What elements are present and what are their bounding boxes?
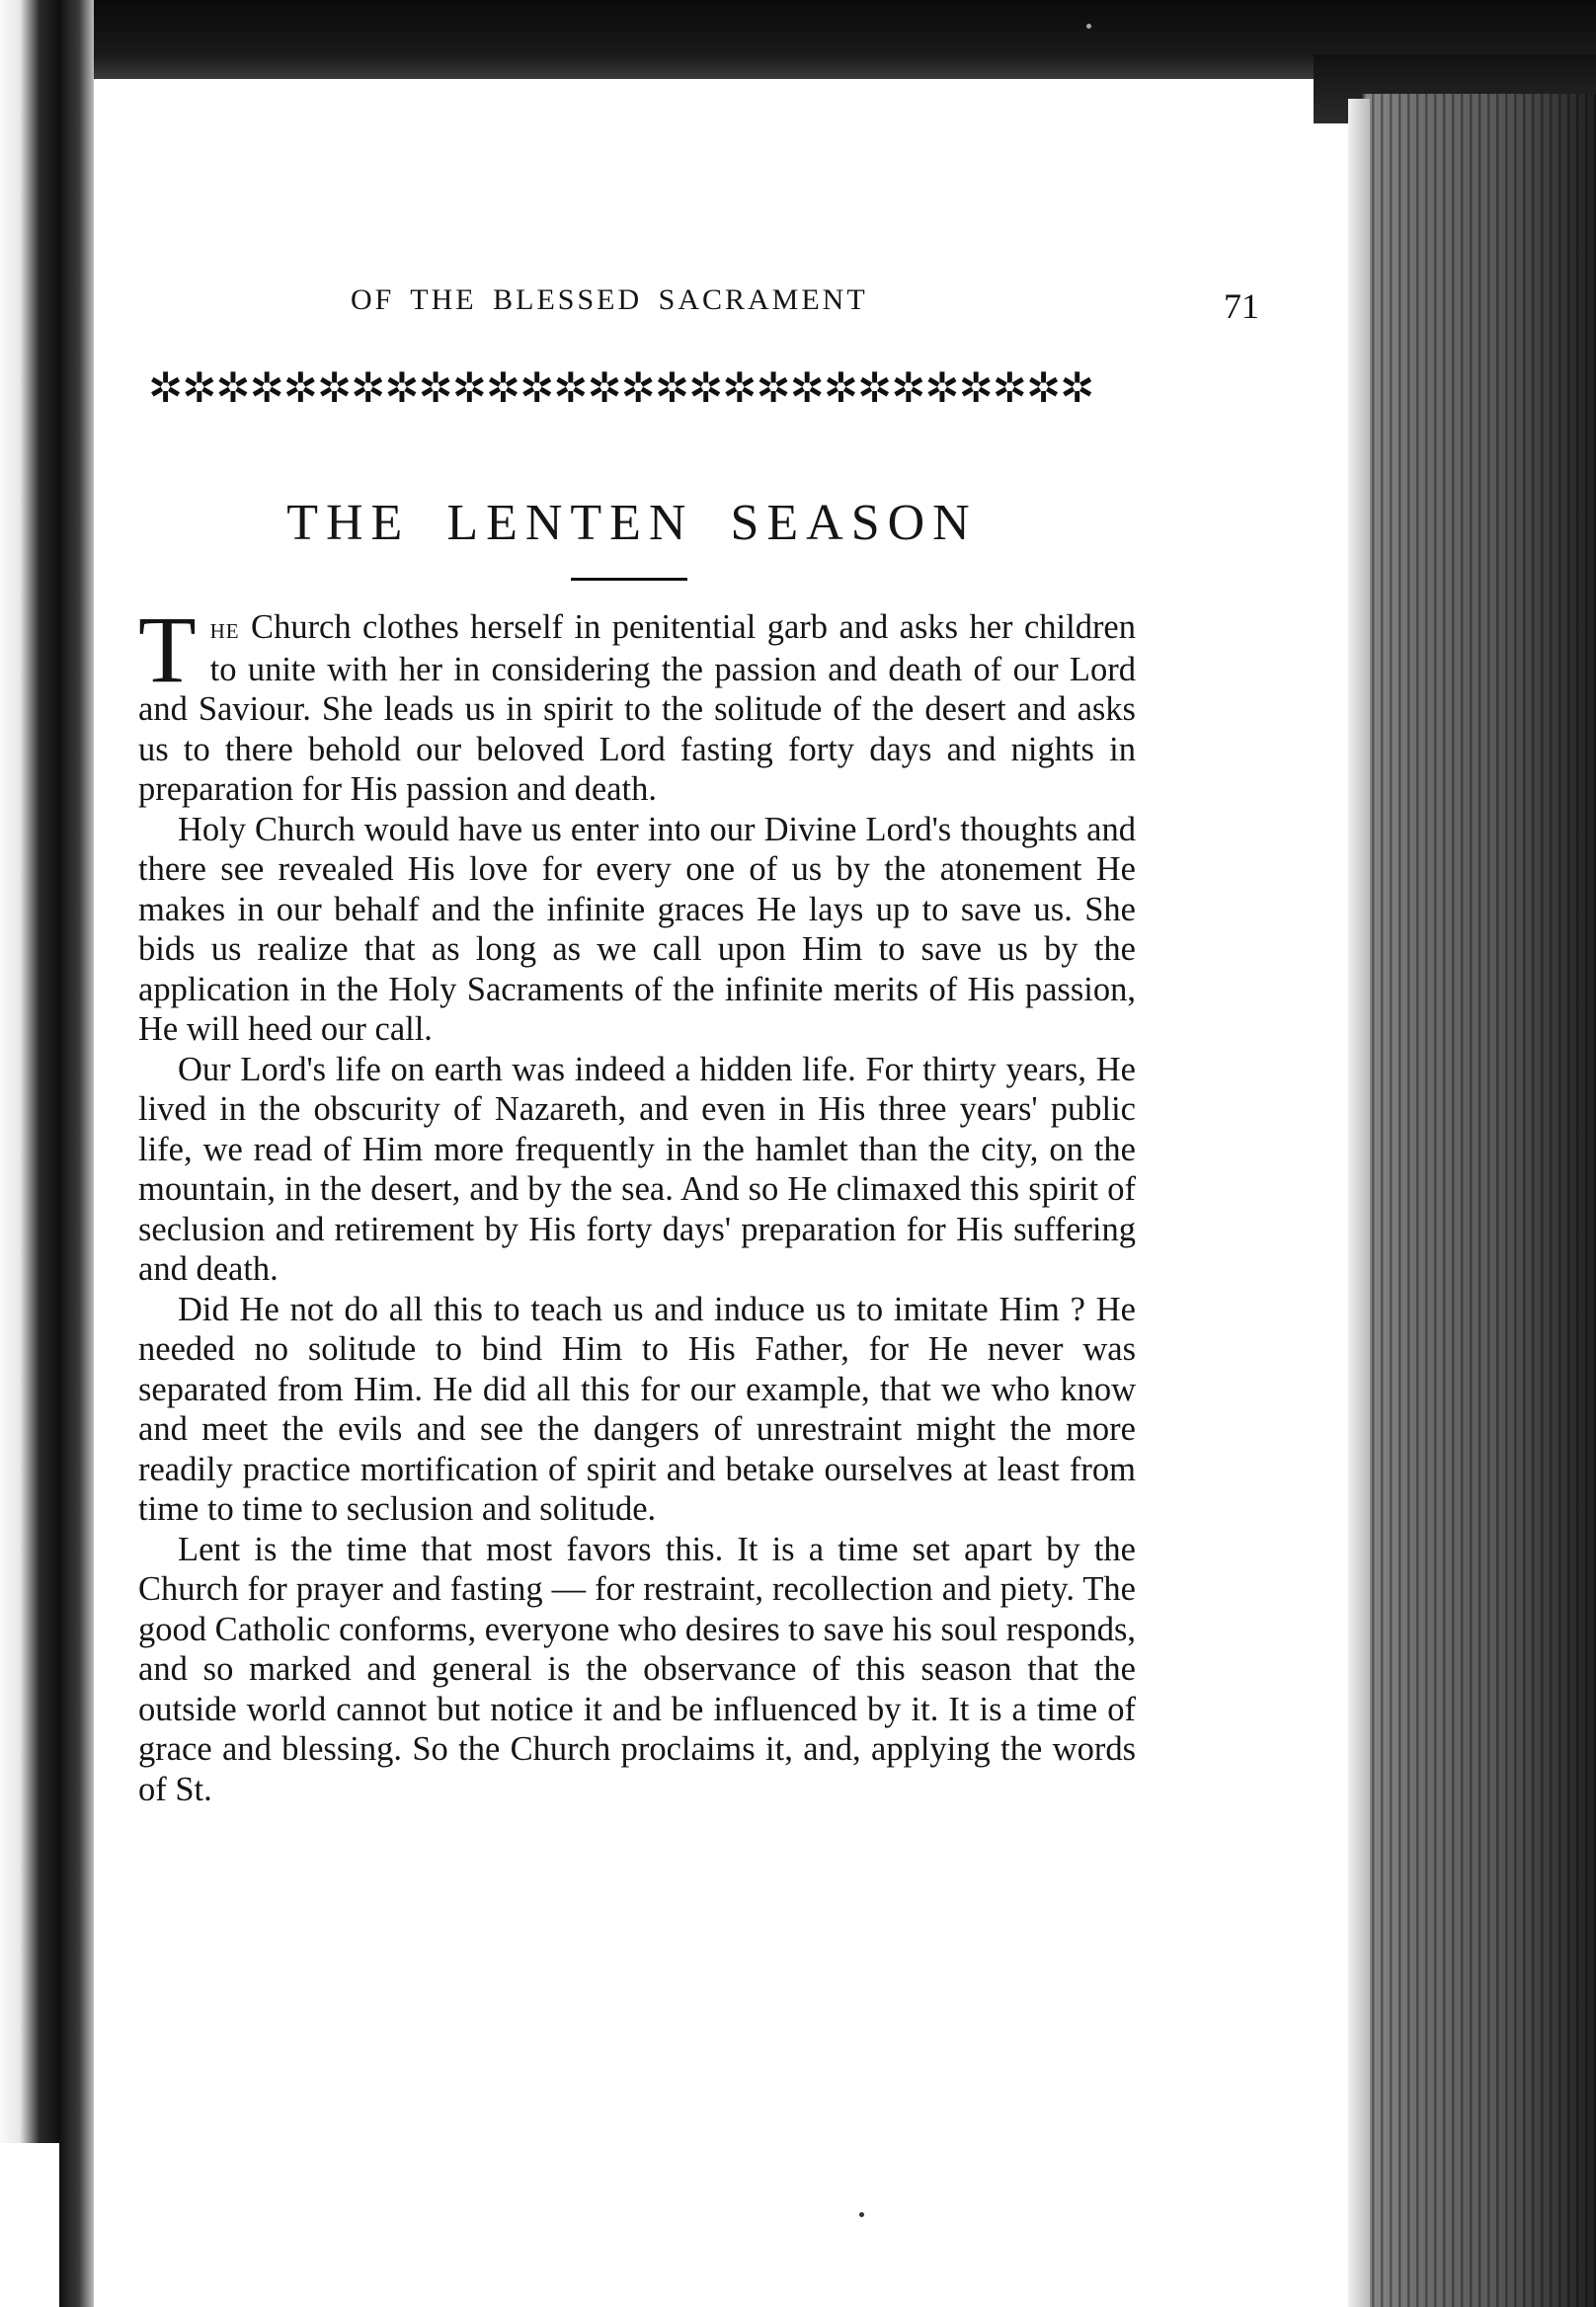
paragraph <box>138 1530 1136 1810</box>
scan-speck <box>1086 24 1091 29</box>
book-gutter <box>0 0 94 2307</box>
paragraph-text: Lent is the time that most favors this. It is a time set apart by the Church for prayer and fasting — for restraint, recollection and piety. The good Catholic conforms, everyone who desires to save his soul responds, and so marked and general is the observance of this season that the outside world cannot but notice it and be influenced by it. It is a time of grace and blessing. So the Church proclaims it, and, applying the words of St. <box>138 1530 1136 1808</box>
running-head-title: OF THE BLESSED SACRAMENT <box>351 283 868 316</box>
page-edges-stack <box>1363 94 1596 2307</box>
running-head <box>351 283 1259 326</box>
body-text <box>138 597 1136 1809</box>
title-rule <box>571 578 687 581</box>
ornamental-border: ✲✲✲✲✲✲✲✲✲✲✲✲✲✲✲✲✲✲✲✲✲✲✲✲✲✲✲✲ <box>148 363 1094 412</box>
paragraph <box>138 597 1136 810</box>
scan-speck <box>859 2212 864 2217</box>
paragraph-text: Our Lord's life on earth was indeed a hidden life. For thirty years, He lived in the obscurity of Nazareth, and even in His three years' public life, we read of Him more frequently in the hamlet than the city, on the mountain, in the desert, and by the sea. And so He climaxed this spirit of seclusion and retirement by His forty days' preparation for His suffering and death. <box>138 1050 1136 1288</box>
paragraph-text: Holy Church would have us enter into our Divine Lord's thoughts and there see revealed His love for every one of us by the atonement He makes in our behalf and the infinite graces He lays up to save us. She bids us realize that as long as we call upon Him to save us by the application in the Holy Sacraments of the infinite merits of His passion, He will heed our call. <box>138 810 1136 1048</box>
drop-cap: T <box>138 597 197 702</box>
paragraph <box>138 1290 1136 1530</box>
page-edge-highlight <box>1348 99 1370 2307</box>
lead-small-caps: he <box>209 612 240 645</box>
paragraph <box>138 810 1136 1050</box>
chapter-title: THE LENTEN SEASON <box>286 495 978 551</box>
book-page <box>128 257 1259 2113</box>
page-number: 71 <box>1224 286 1259 326</box>
gutter-bottom-margin <box>0 2143 59 2307</box>
paragraph-text: Did He not do all this to teach us and induce us to imitate Him ? He needed no solitude to bind Him to His Father, for He never was separated from Him. He did all this for our example, that we who know and meet the evils and see the dangers of unrestraint might the more readily practice mortification of spirit and betake ourselves at least from time to time to seclusion and solitude. <box>138 1290 1136 1528</box>
paragraph <box>138 1050 1136 1290</box>
paragraph-text: Church clothes herself in penitential garb and asks her children to unite with her in considering the passion and death of our Lord and Saviour. She leads us in spirit to the solitude of the desert and asks us to there behold our beloved Lord fasting forty days and nights in preparation for His passion and death. <box>138 608 1136 808</box>
